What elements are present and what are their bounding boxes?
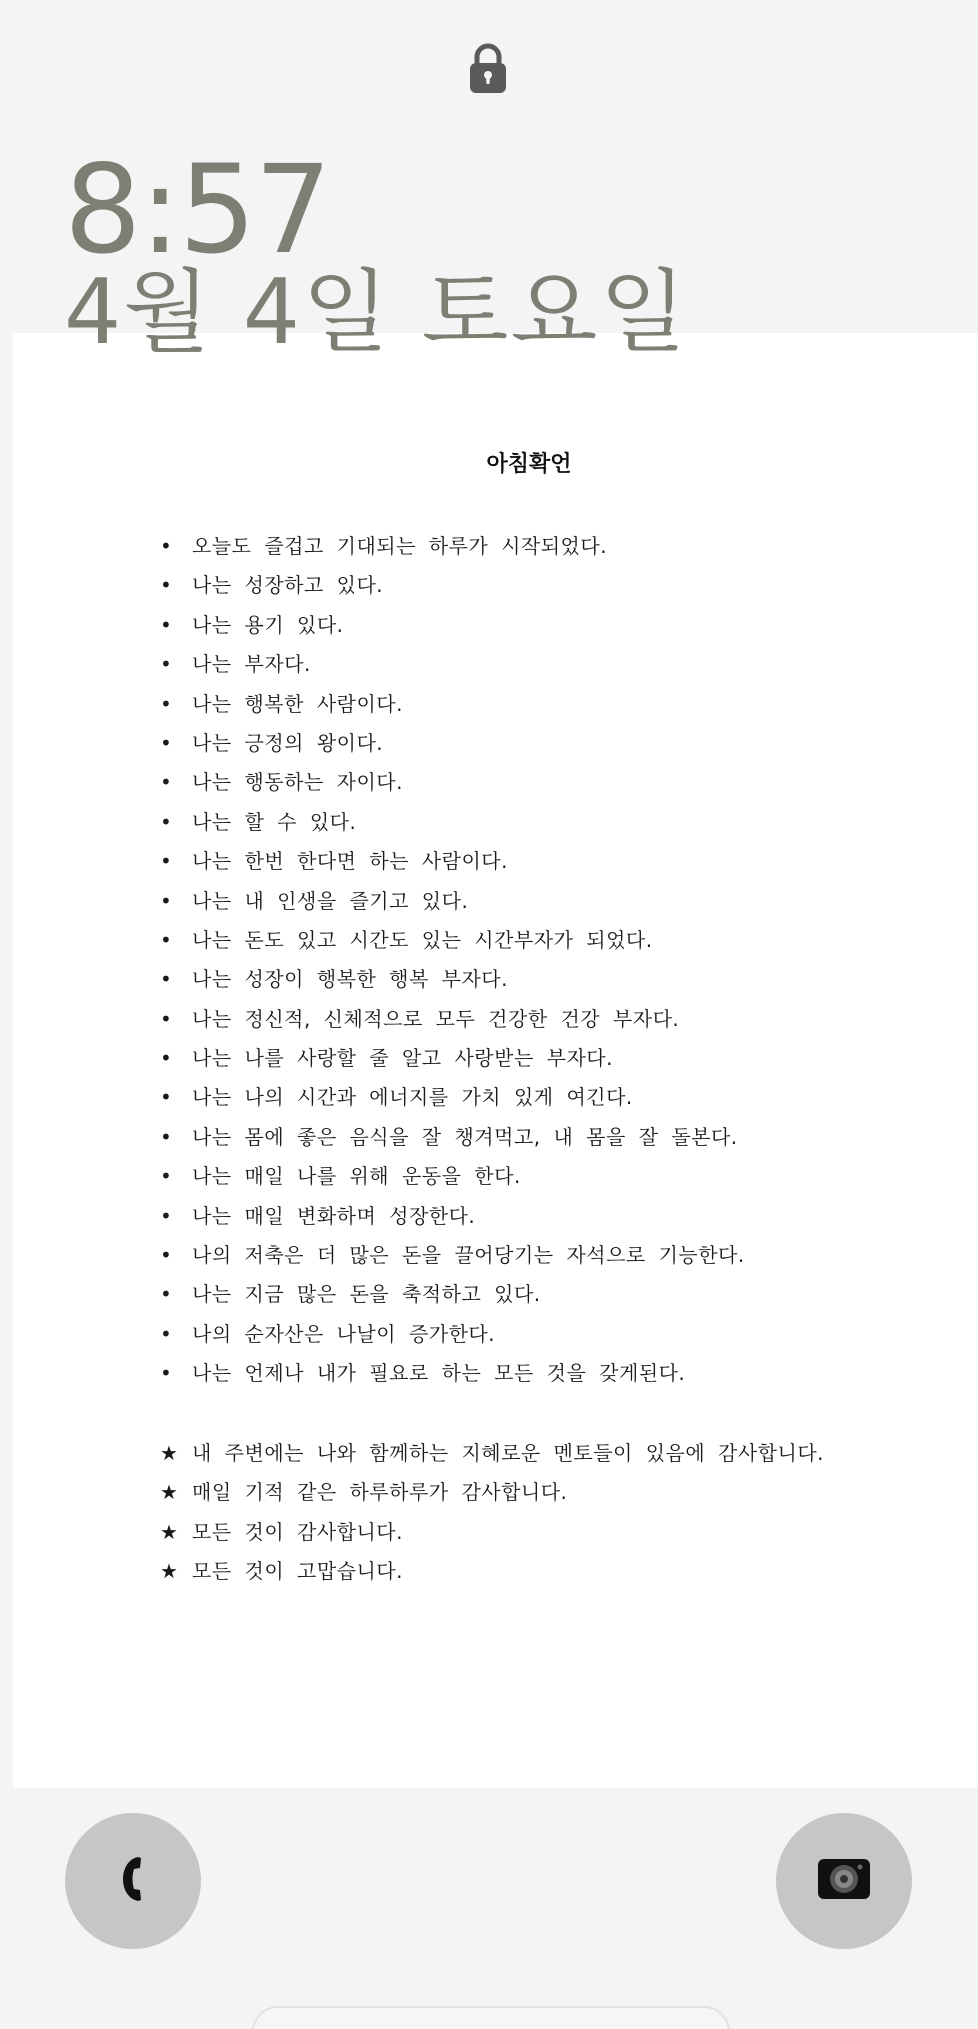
gratitude-item <box>160 1513 824 1552</box>
affirmation-item <box>160 1275 745 1314</box>
affirmation-item <box>160 566 745 605</box>
bullet-icon: • <box>160 730 173 755</box>
clock-date: 4월 4일 토요일 <box>64 260 689 365</box>
bullet-icon: • <box>160 967 173 992</box>
affirmation-item <box>160 1315 745 1354</box>
bullet-icon: • <box>160 1046 173 1071</box>
bullet-icon: • <box>160 1124 173 1149</box>
bullet-icon: • <box>160 1164 173 1189</box>
document-title: 아침확언 <box>486 452 572 477</box>
affirmation-text: 나는 성장하고 있다. <box>192 573 384 598</box>
bullet-icon: • <box>160 1243 173 1268</box>
star-icon: ★ <box>160 1480 179 1505</box>
affirmation-text: 나는 언제나 내가 필요로 하는 모든 것을 갖게된다. <box>192 1361 686 1386</box>
affirmation-text: 나의 순자산은 나날이 증가한다. <box>192 1321 496 1346</box>
bullet-icon: • <box>160 612 173 637</box>
affirmation-item <box>160 527 745 566</box>
affirmation-item <box>160 645 745 684</box>
bullet-icon: • <box>160 1085 173 1110</box>
gratitude-text: 모든 것이 감사합니다. <box>192 1519 403 1544</box>
phone-shortcut-button[interactable] <box>65 1813 201 1949</box>
gratitude-text: 매일 기적 같은 하루하루가 감사합니다. <box>192 1480 568 1505</box>
affirmation-text: 나는 돈도 있고 시간도 있는 시간부자가 되었다. <box>192 927 653 952</box>
gratitude-item <box>160 1552 824 1591</box>
affirmation-text: 나는 행동하는 자이다. <box>192 770 403 795</box>
affirmation-text: 오늘도 즐겁고 기대되는 하루가 시작되었다. <box>192 534 608 558</box>
bullet-icon: • <box>160 691 173 716</box>
camera-shortcut-button[interactable] <box>776 1813 912 1949</box>
affirmation-text: 나는 정신적, 신체적으로 모두 건강한 건강 부자다. <box>192 1006 680 1031</box>
bullet-icon: • <box>160 1361 173 1386</box>
star-icon: ★ <box>160 1519 179 1544</box>
affirmation-item <box>160 960 745 999</box>
affirmation-text: 나는 매일 변화하며 성장한다. <box>192 1203 476 1228</box>
affirmation-text: 나는 나를 사랑할 줄 알고 사랑받는 부자다. <box>192 1046 613 1071</box>
gratitude-text: 모든 것이 고맙습니다. <box>192 1559 403 1584</box>
affirmation-item <box>160 606 745 645</box>
gratitude-item <box>160 1473 824 1512</box>
affirmation-item <box>160 1197 745 1236</box>
affirmation-list <box>160 527 745 1394</box>
affirmation-item <box>160 1118 745 1157</box>
star-icon: ★ <box>160 1441 179 1465</box>
affirmation-item <box>160 921 745 960</box>
affirmation-text: 나는 몸에 좋은 음식을 잘 챙겨먹고, 내 몸을 잘 돌본다. <box>192 1124 738 1149</box>
bullet-icon: • <box>160 888 173 913</box>
affirmation-text: 나는 부자다. <box>192 652 311 677</box>
affirmation-text: 나는 지금 많은 돈을 축적하고 있다. <box>192 1282 541 1307</box>
bullet-icon: • <box>160 1006 173 1031</box>
star-icon: ★ <box>160 1559 179 1584</box>
gratitude-item <box>160 1434 824 1473</box>
gratitude-text: 내 주변에는 나와 함께하는 지혜로운 멘토들이 있음에 감사합니다. <box>192 1441 824 1465</box>
bullet-icon: • <box>160 809 173 834</box>
affirmation-item <box>160 882 745 921</box>
affirmation-text: 나는 성장이 행복한 행복 부자다. <box>192 967 508 992</box>
clock-time: 8:57 <box>64 139 330 281</box>
affirmation-item <box>160 1157 745 1196</box>
affirmation-item <box>160 842 745 881</box>
bullet-icon: • <box>160 770 173 795</box>
bullet-icon: • <box>160 652 173 677</box>
bottom-handle[interactable] <box>252 2006 730 2029</box>
affirmation-item <box>160 1078 745 1117</box>
bullet-icon: • <box>160 1203 173 1228</box>
bullet-icon: • <box>160 1321 173 1346</box>
bullet-icon: • <box>160 534 173 558</box>
camera-icon <box>816 1855 872 1907</box>
affirmation-text: 나는 한번 한다면 하는 사람이다. <box>192 849 508 874</box>
lock-icon[interactable] <box>468 42 508 94</box>
affirmation-item <box>160 803 745 842</box>
affirmation-text: 나는 매일 나를 위해 운동을 한다. <box>192 1164 521 1189</box>
affirmation-item <box>160 1236 745 1275</box>
affirmation-item <box>160 763 745 802</box>
bullet-icon: • <box>160 849 173 874</box>
affirmation-item <box>160 1039 745 1078</box>
bullet-icon: • <box>160 573 173 598</box>
affirmation-text: 나는 할 수 있다. <box>192 809 357 834</box>
affirmation-text: 나는 긍정의 왕이다. <box>192 730 384 755</box>
affirmation-text: 나는 행복한 사람이다. <box>192 691 403 716</box>
affirmation-text: 나는 나의 시간과 에너지를 가치 있게 여긴다. <box>192 1085 633 1110</box>
affirmation-text: 나의 저축은 더 많은 돈을 끌어당기는 자석으로 기능한다. <box>192 1243 745 1268</box>
affirmation-item <box>160 1354 745 1393</box>
affirmation-text: 나는 용기 있다. <box>192 612 344 637</box>
bullet-icon: • <box>160 1282 173 1307</box>
affirmation-text: 나는 내 인생을 즐기고 있다. <box>192 888 469 913</box>
affirmation-item <box>160 724 745 763</box>
affirmation-item <box>160 1000 745 1039</box>
phone-icon <box>118 1853 148 1909</box>
affirmation-item <box>160 685 745 724</box>
bullet-icon: • <box>160 927 173 952</box>
gratitude-list <box>160 1434 824 1592</box>
